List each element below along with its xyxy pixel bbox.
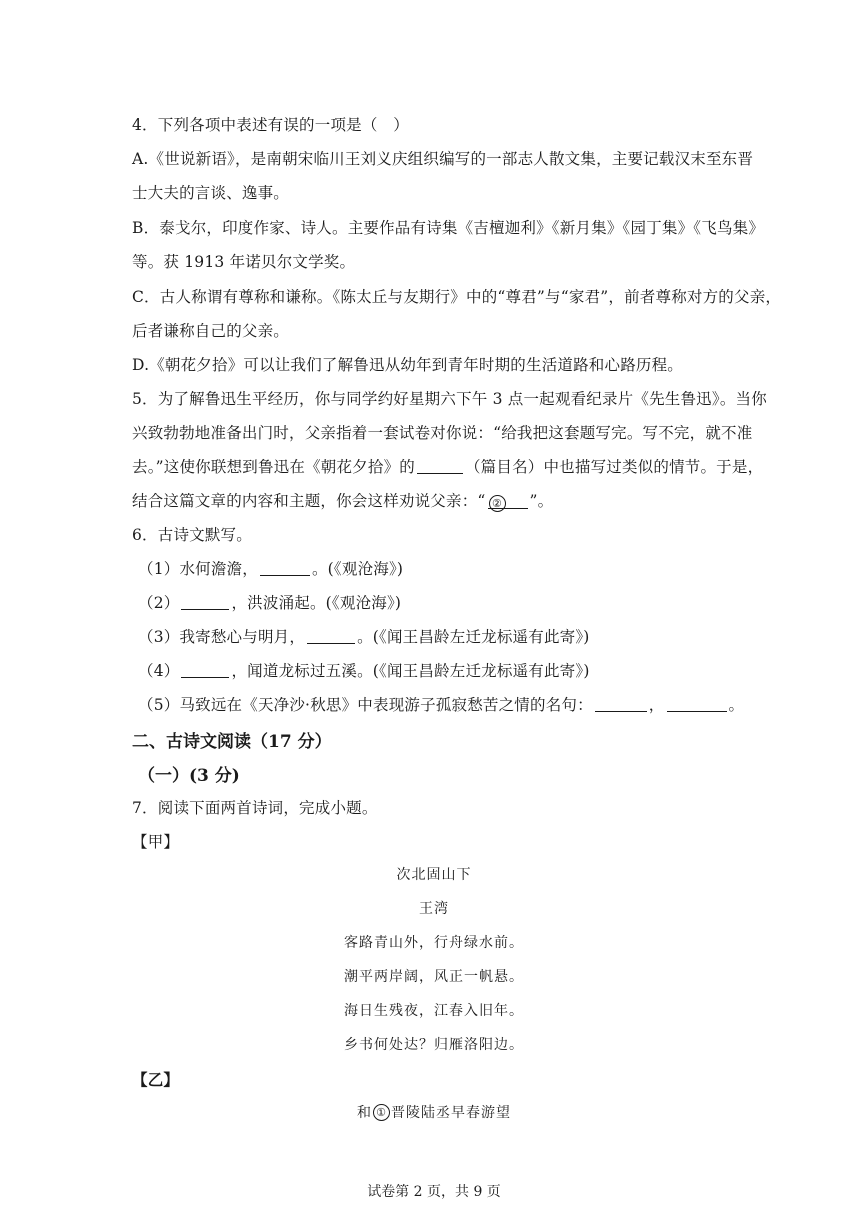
question-5-text: 去。”这使你联想到鲁迅在《朝花夕拾》的 [132, 458, 415, 476]
answer-blank[interactable] [181, 595, 229, 610]
poem-line: 潮平两岸阔，风正一帆悬。 [344, 969, 524, 985]
item-text: ，洪波涌起。(《观沧海》) [231, 594, 402, 612]
item-text: 。 [728, 696, 745, 714]
item-text: 。(《观沧海》) [311, 560, 404, 578]
question-4-option-a-cont: 士大夫的言谈、逸事。 [132, 184, 290, 202]
section-heading: 二、古诗文阅读（17 分） [132, 732, 332, 752]
question-6-stem: 6．古诗文默写。 [132, 526, 252, 544]
question-6-item-5 [138, 693, 744, 715]
answer-blank[interactable] [307, 629, 355, 644]
poem-author: 王湾 [419, 901, 449, 917]
poem-label-jia: 【甲】 [132, 833, 180, 851]
question-4-option-a: A.《世说新语》，是南朝宋临川王刘义庆组织编写的一部志人散文集，主要记载汉末至东晋 [132, 150, 754, 168]
question-6-item-4 [138, 659, 590, 681]
answer-blank[interactable] [667, 697, 727, 712]
answer-blank[interactable] [595, 697, 647, 712]
question-4-option-c: C．古人称谓有尊称和谦称。《陈太丘与友期行》中的“尊君”与“家君”，前者尊称对方的父亲， [132, 288, 782, 306]
question-5-line-2: 兴致勃勃地准备出门时，父亲指着一套试卷对你说：“给我把这套题写完。写不完，就不准 [132, 424, 753, 442]
page-footer: 试卷第 2 页，共 9 页 [367, 1184, 501, 1200]
poem-line: 海日生残夜，江春入旧年。 [344, 1003, 524, 1019]
question-5-line-3 [132, 455, 763, 477]
circled-number-mark: ① [373, 1104, 390, 1121]
subsection-heading: （一）(3 分) [138, 766, 240, 786]
question-4-option-c-cont: 后者谦称自己的父亲。 [132, 322, 290, 340]
question-5-line-4 [132, 489, 553, 511]
question-5-text: （篇目名）中也描写过类似的情节。于是， [464, 458, 764, 476]
item-text: （3）我寄愁心与明月， [138, 628, 306, 646]
item-text: （2） [138, 594, 180, 612]
question-4-option-d: D.《朝花夕拾》可以让我们了解鲁迅从幼年到青年时期的生活道路和心路历程。 [132, 356, 684, 374]
answer-blank[interactable] [417, 459, 463, 474]
question-6-item-2 [138, 591, 401, 613]
item-text: （1）水何澹澹， [138, 560, 258, 578]
question-5-text: 结合这篇文章的内容和主题，你会这样劝说父亲：“ [132, 492, 486, 510]
item-text: ，闻道龙标过五溪。(《闻王昌龄左迁龙标遥有此寄》) [231, 662, 590, 680]
poem-label-yi: 【乙】 [132, 1070, 180, 1089]
question-6-item-3 [138, 625, 590, 647]
item-text: （4） [138, 662, 180, 680]
poem-2-title [0, 1102, 868, 1122]
circled-number-mark: ② [489, 495, 506, 512]
answer-blank[interactable] [181, 663, 229, 678]
poem-2-title-text: 晋陵陆丞早春游望 [391, 1105, 511, 1121]
question-6-item-1 [138, 557, 403, 579]
item-text: （5）马致远在《天净沙·秋思》中表现游子孤寂愁苦之情的名句： [138, 696, 593, 714]
question-4-option-b-cont: 等。获 1913 年诺贝尔文学奖。 [132, 253, 356, 271]
item-text: ， [648, 696, 665, 714]
answer-blank[interactable] [260, 561, 310, 576]
question-5-text: ”。 [529, 492, 554, 510]
item-text: 。(《闻王昌龄左迁龙标遥有此寄》) [357, 628, 590, 646]
poem-2-title-text: 和 [357, 1105, 372, 1121]
question-5-line-1: 5．为了解鲁迅生平经历，你与同学约好星期六下午 3 点一起观看纪录片《先生鲁迅》。当你 [132, 390, 767, 408]
poem-line: 客路青山外，行舟绿水前。 [344, 935, 524, 951]
poem-title: 次北固山下 [396, 867, 472, 883]
question-4-stem: 4．下列各项中表述有误的一项是（ ） [132, 116, 409, 134]
answer-blank[interactable] [488, 494, 528, 509]
question-7-stem: 7．阅读下面两首诗词，完成小题。 [132, 799, 378, 817]
poem-line: 乡书何处达？归雁洛阳边。 [344, 1037, 524, 1053]
question-4-option-b: B．泰戈尔，印度作家、诗人。主要作品有诗集《吉檀迦利》《新月集》《园丁集》《飞鸟集》 [132, 219, 765, 237]
